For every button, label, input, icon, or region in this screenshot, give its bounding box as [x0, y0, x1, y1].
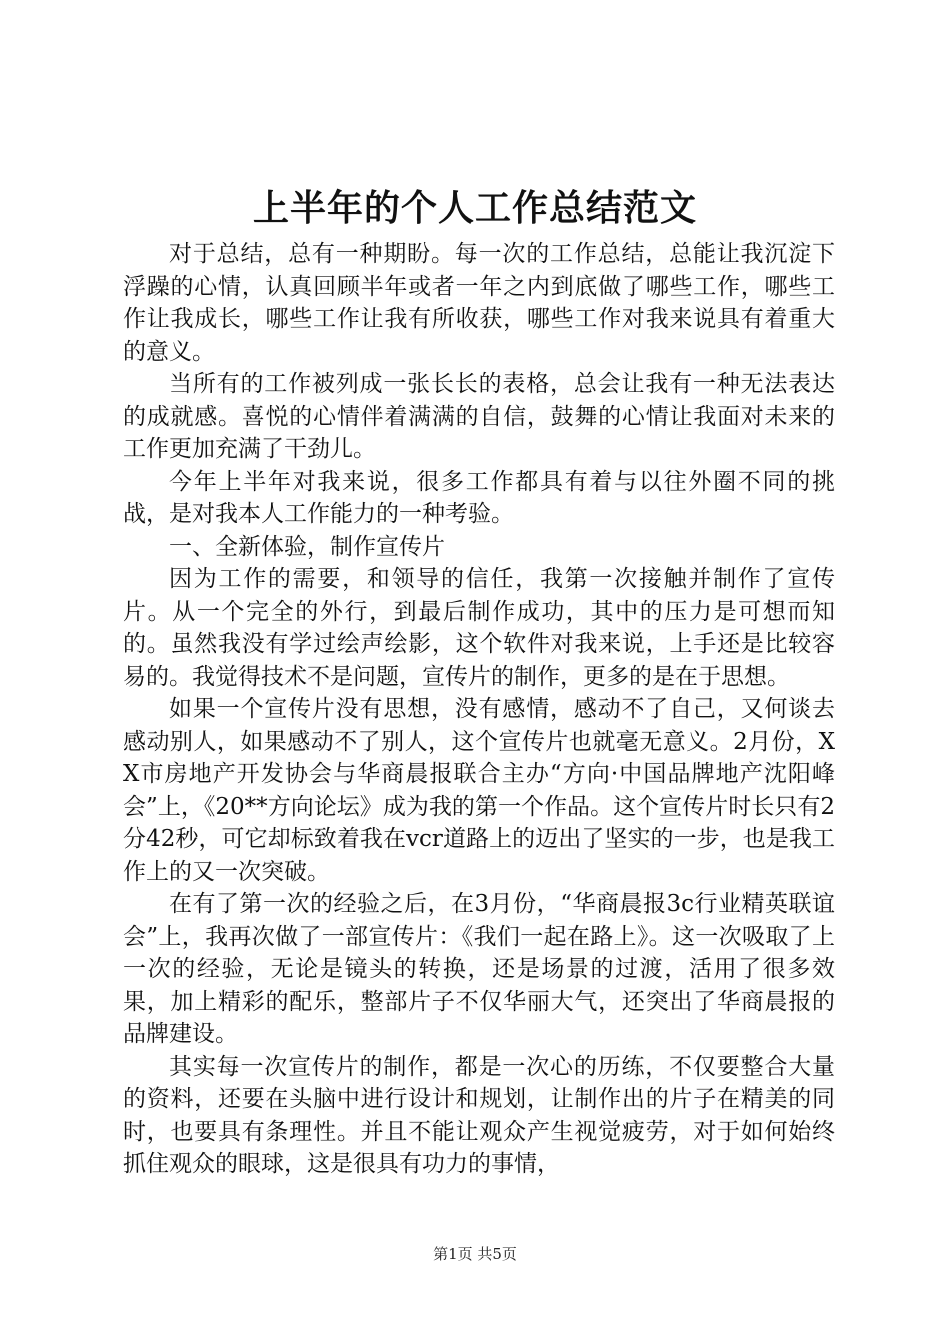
- paragraph-7: 其实每一次宣传片的制作，都是一次心的历练，不仅要整合大量的资料，还要在头脑中进行设计和规划，让制作出的片子在精美的同时，也要具有条理性。并且不能让观众产生视觉疲劳，对于如何始终抓住观众的眼球，这是很具有功力的事情，: [123, 1053, 835, 1177]
- paragraph-1: 对于总结，总有一种期盼。每一次的工作总结，总能让我沉淀下浮躁的心情，认真回顾半年或者一年之内到底做了哪些工作，哪些工作让我成长，哪些工作让我有所收获，哪些工作对我来说具有着重大的意义。: [123, 241, 835, 365]
- page-title: 上半年的个人工作总结范文: [252, 187, 697, 229]
- section-heading: 一、全新体验，制作宣传片: [169, 533, 445, 560]
- paragraph-6: 在有了第一次的经验之后，在3月份，“华商晨报3c行业精英联谊会”上，我再次做了一部宣传片：《我们一起在路上》。这一次吸取了上一次的经验，无论是镜头的转换，还是场景的过渡，活用了很多效果，加上精彩的配乐，整部片子不仅华丽大气，还突出了华商晨报的品牌建设。: [123, 891, 835, 1047]
- paragraph-2: 当所有的工作被列成一张长长的表格，总会让我有一种无法表达的成就感。喜悦的心情伴着满满的自信，鼓舞的心情让我面对未来的工作更加充满了干劲儿。: [123, 371, 835, 462]
- paragraph-5: 如果一个宣传片没有思想，没有感情，感动不了自己，又何谈去感动别人，如果感动不了别人，这个宣传片也就毫无意义。2月份，XX市房地产开发协会与华商晨报联合主办“方向·中国品牌地产沈阳峰会”上，《20**方向论坛》成为我的第一个作品。这个宣传片时长只有2分42秒，可它却标致着我在vcr道路上的迈出了坚实的一步，也是我工作上的又一次突破。: [123, 696, 835, 885]
- page-footer: 第1页 共5页: [433, 1245, 517, 1263]
- paragraph-3: 今年上半年对我来说，很多工作都具有着与以往外圈不同的挑战，是对我本人工作能力的一种考验。: [123, 468, 835, 527]
- paragraph-4: 因为工作的需要，和领导的信任，我第一次接触并制作了宣传片。从一个完全的外行，到最后制作成功，其中的压力是可想而知的。虽然我没有学过绘声绘影，这个软件对我来说，上手还是比较容易的。我觉得技术不是问题，宣传片的制作，更多的是在于思想。: [123, 566, 835, 690]
- document-body: [123, 238, 835, 1181]
